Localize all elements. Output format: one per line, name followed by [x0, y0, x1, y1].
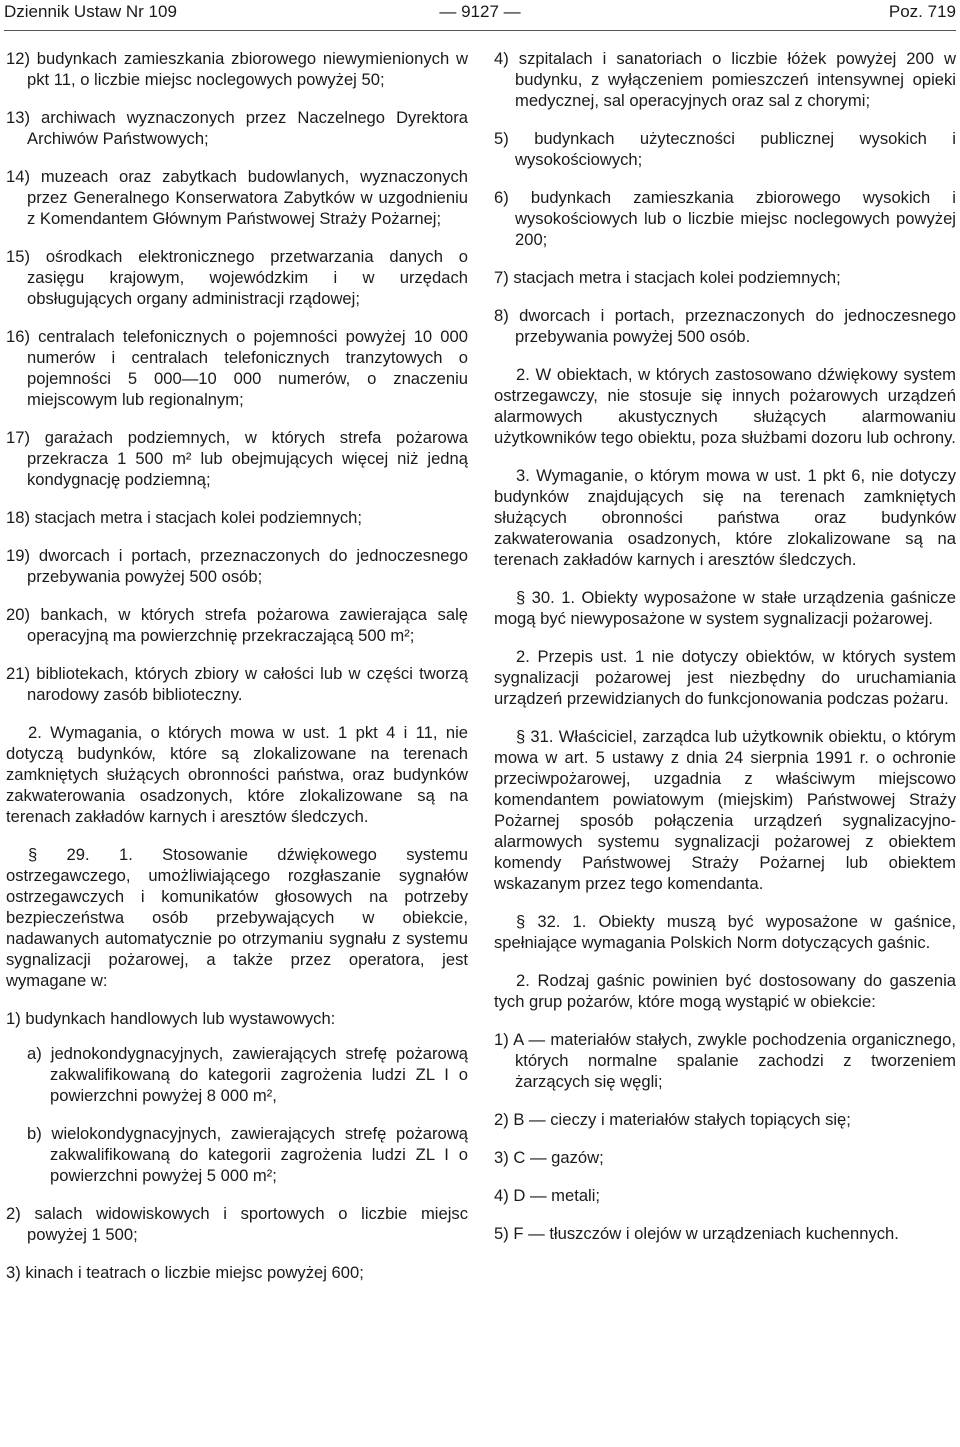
list-item: 8) dworcach i portach, przeznaczonych do jednoczesnego przebywania powyżej 500 osób. [494, 306, 956, 346]
list-item: 18) stacjach metra i stacjach kolei podziemnych; [6, 508, 363, 527]
list-item: 2) salach widowiskowych i sportowych o liczbie miejsc powyżej 1 500; [6, 1204, 468, 1244]
left-column [6, 48, 468, 1300]
right-column [494, 48, 956, 1261]
list-item: 1) budynkach handlowych lub wystawowych: [6, 1009, 336, 1028]
section-paragraph: § 32. 1. Obiekty muszą być wyposażone w gaśnice, spełniające wymagania Polskich Norm dotyczących gaśnic. [494, 912, 956, 952]
paragraph: 3. Wymaganie, o którym mowa w ust. 1 pkt 6, nie dotyczy budynków znajdujących się na terenach zamkniętych służących obronności państwa oraz budynków zakwaterowania osadzonych, które zlokalizowane są na terenach zakładów karnych i aresztów śledczych. [494, 466, 956, 569]
list-item: 2) B — cieczy i materiałów stałych topiących się; [494, 1110, 851, 1129]
paragraph: 2. W obiektach, w których zastosowano dźwiękowy system ostrzegawczy, nie stosuje się innych pożarowych urządzeń alarmowych akustycznych służących alarmowaniu użytkowników tego obiektu, poza służbami dozoru lub ochrony. [494, 365, 956, 447]
list-item: 4) szpitalach i sanatoriach o liczbie łóżek powyżej 200 w budynku, z wyłączeniem pomieszczeń intensywnej opieki medycznej, sal operacyjnych oraz sal z chorymi; [494, 49, 956, 110]
list-item: 17) garażach podziemnych, w których strefa pożarowa przekracza 1 500 m² lub obejmujących więcej niż jedną kondygnację podziemną; [6, 428, 468, 489]
list-item: 3) C — gazów; [494, 1148, 604, 1167]
paragraph: 2. Wymagania, o których mowa w ust. 1 pkt 4 i 11, nie dotyczą budynków, które są zlokalizowane na terenach zamkniętych służących obronności państwa, oraz budynków zakwaterowania osadzonych, które zlokalizowane są na terenach zakładów karnych i aresztów śledczych. [6, 723, 468, 826]
list-item: 5) budynkach użyteczności publicznej wysokich i wysokościowych; [494, 129, 956, 169]
list-item: 13) archiwach wyznaczonych przez Naczelnego Dyrektora Archiwów Państwowych; [6, 108, 468, 148]
sub-list-item: a) jednokondygnacyjnych, zawierających strefę pożarową zakwalifikowaną do kategorii zagrożenia ludzi ZL I o powierzchni powyżej 8 000 m², [27, 1044, 468, 1105]
list-item: 3) kinach i teatrach o liczbie miejsc powyżej 600; [6, 1263, 364, 1282]
journal-title: Dziennik Ustaw Nr 109 [4, 2, 177, 21]
list-item: 21) bibliotekach, których zbiory w całości lub w części tworzą narodowy zasób biblioteczny. [6, 664, 468, 704]
list-item: 19) dworcach i portach, przeznaczonych do jednoczesnego przebywania powyżej 500 osób; [6, 546, 468, 586]
position-number: Poz. 719 [888, 2, 956, 21]
list-item: 5) F — tłuszczów i olejów w urządzeniach kuchennych. [494, 1224, 899, 1243]
list-item: 6) budynkach zamieszkania zbiorowego wysokich i wysokościowych lub o liczbie miejsc noclegowych powyżej 200; [494, 188, 956, 249]
paragraph: 2. Rodzaj gaśnic powinien być dostosowany do gaszenia tych grup pożarów, które mogą wystąpić w obiekcie: [494, 971, 956, 1011]
page-header [0, 0, 960, 30]
list-item: 15) ośrodkach elektronicznego przetwarzania danych o zasięgu krajowym, wojewódzkim i w urzędach obsługujących organy administracji rządowej; [6, 247, 468, 308]
paragraph: 2. Przepis ust. 1 nie dotyczy obiektów, w których system sygnalizacji pożarowej jest niezbędny do uruchamiania urządzeń przewidzianych do funkcjonowania podczas pożaru. [494, 647, 956, 708]
section-paragraph: § 30. 1. Obiekty wyposażone w stałe urządzenia gaśnicze mogą być niewyposażone w system sygnalizacji pożarowej. [494, 588, 956, 628]
sub-list-item: b) wielokondygnacyjnych, zawierających strefę pożarową zakwalifikowaną do kategorii zagrożenia ludzi ZL I o powierzchni powyżej 5 000 m²; [27, 1124, 468, 1185]
list-item: 4) D — metali; [494, 1186, 601, 1205]
section-paragraph: § 29. 1. Stosowanie dźwiękowego systemu ostrzegawczego, umożliwiającego rozgłaszanie sygnałów ostrzegawczych i komunikatów głosowych na potrzeby bezpieczeństwa osób przebywających w obiekcie, nadawanych automatycznie po otrzymaniu sygnału z systemu sygnalizacji pożarowej, a także przez operatora, jest wymagane w: [6, 845, 468, 990]
list-item: 20) bankach, w których strefa pożarowa zawierająca salę operacyjną ma powierzchnię przekraczającą 500 m²; [6, 605, 468, 645]
list-item: 16) centralach telefonicznych o pojemności powyżej 10 000 numerów i centralach telefonicznych tranzytowych o pojemności 5 000—10 000 numerów, o znaczeniu miejscowym lub regionalnym; [6, 327, 468, 409]
list-item: 14) muzeach oraz zabytkach budowlanych, wyznaczonych przez Generalnego Konserwatora Zabytków w uzgodnieniu z Komendantem Głównym Państwowej Straży Pożarnej; [6, 167, 468, 228]
section-paragraph: § 31. Właściciel, zarządca lub użytkownik obiektu, o którym mowa w art. 5 ustawy z dnia 24 sierpnia 1991 r. o ochronie przeciwpożarowej, uzgadnia z właściwym miejscowo komendantem powiatowym (miejskim) Państwowej Straży Pożarnej sposób połączenia urządzeń sygnalizacyjno-alarmowych systemu sygnalizacji pożarowej z obiektem komendy Państwowej Straży Pożarnej lub obiektem wskazanym przez tego komendanta. [494, 727, 956, 893]
page-number: — 9127 — [439, 2, 521, 21]
header-rule [4, 30, 956, 31]
list-item: 7) stacjach metra i stacjach kolei podziemnych; [494, 268, 841, 287]
list-item: 1) A — materiałów stałych, zwykle pochodzenia organicznego, których normalne spalanie zachodzi z tworzeniem żarzących się węgli; [494, 1030, 956, 1091]
list-item: 12) budynkach zamieszkania zbiorowego niewymienionych w pkt 11, o liczbie miejsc noclegowych powyżej 50; [6, 49, 468, 89]
